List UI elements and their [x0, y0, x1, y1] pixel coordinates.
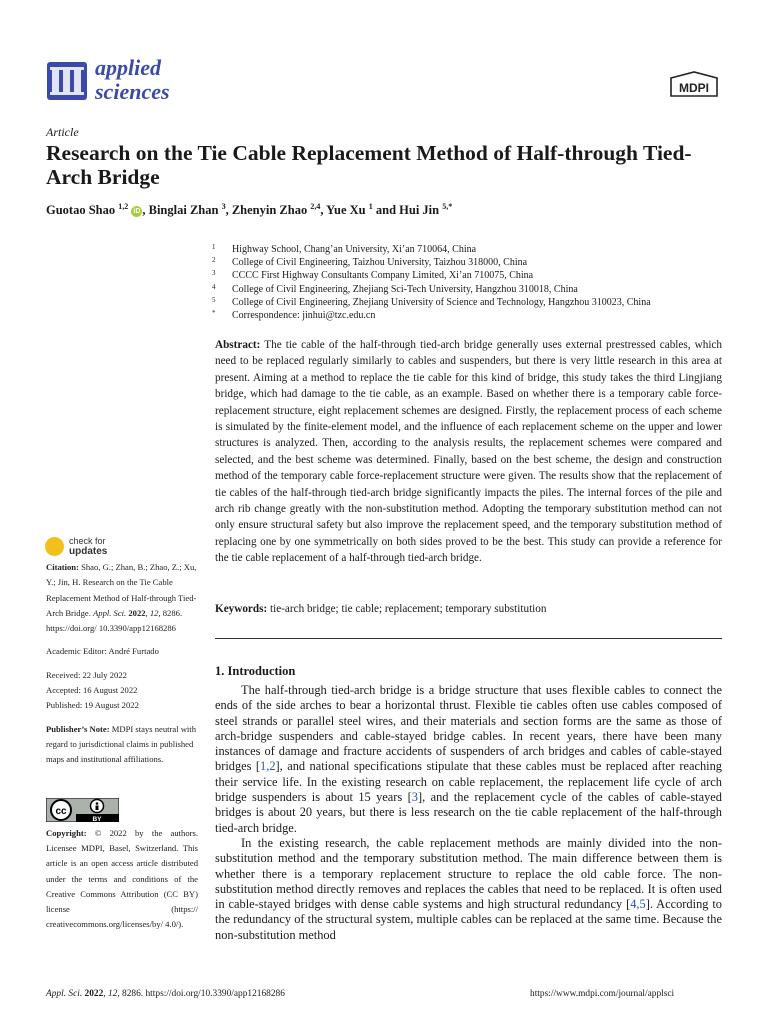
paragraph-text: ], and the replacement cycle of the cables of cable-stayed bridges is about 20 years, but there is less research on the tie cable replacement of the half-through tied-arch bridge.: [215, 790, 722, 835]
publisher-note-label: Publisher’s Note:: [46, 723, 110, 734]
publisher-note: [46, 722, 198, 768]
affiliation-text: College of Civil Engineering, Zhejiang University of Science and Technology, Hangzhou 310023, China: [232, 296, 651, 308]
footer-volume: 12: [107, 989, 118, 999]
published-date: Published: 19 August 2022: [46, 700, 139, 711]
paragraph-text: ]. According to the redundancy of the structural system, multiple cables can be replaced at the same time. Because the non-substitution method: [215, 897, 722, 942]
mdpi-logo-icon: [667, 70, 721, 100]
check-updates-icon: [45, 537, 64, 556]
affiliation-number: 5: [212, 295, 216, 304]
citation-text: Shao, G.; Zhan, B.; Zhao, Z.; Xu, Y.; Jin, H. Research on the Tie Cable Replacement Method of Half-through Tied-Arch Bridge.: [46, 562, 197, 618]
check-updates-label: [69, 536, 107, 557]
citation-volume: 12: [149, 607, 159, 618]
body-paragraph: [215, 836, 722, 943]
correspondence-text[interactable]: Correspondence: jinhui@tzc.edu.cn: [232, 310, 376, 322]
check-for-updates-button[interactable]: [45, 535, 165, 557]
academic-editor: Academic Editor: André Furtado: [46, 646, 159, 657]
received-date: Received: 22 July 2022: [46, 669, 127, 680]
abstract-text: The tie cable of the half-through tied-arch bridge generally uses external prestressed cables, which need to be replaced regularly similarly to cables and suspenders, but there is very little research in this area at present. Aiming at a method to replace the tie cable for this kind of bridge, this study takes the third Lingjiang bridge, which had damage to the tie cable, as an example. Based on whether there is a temporary cable force-replacement structure, eight replacement schemes are designed. Firstly, the replacement process of each scheme is simulated by the finite-element model, and the influence of each replacement scheme on the upper and lower structures is analyzed. Then, according to the analysis results, the replacement schemes were compared and selected, and the best scheme was determined. Finally, based on the best scheme, the design and construction method of the temporary cable force-replacement structure were given. The results show that the replacement of tie cables of the half-through tied-arch bridge significantly impacts the piles. The internal forces of the pile and arch rib change greatly with the non-substitution method. Adopting the temporary substitution method can not only ensure structural safety but also improve the replacement speed, and the temporary substitution method of replacing one by one symmetrically on both sides proved to be the best. This study can provide a reference for the tie cable replacement of a half-through tied-arch bridge.: [215, 339, 722, 565]
author-name[interactable]: Zhenyin Zhao: [231, 203, 308, 218]
cc-by-license-icon[interactable]: [46, 798, 119, 822]
section-heading: 1. Introduction: [215, 664, 296, 678]
abstract: [215, 337, 722, 567]
article-info-sidebar: [46, 560, 198, 776]
affiliation-text: Highway School, Chang’an University, Xi’an 710064, China: [232, 244, 477, 255]
journal-name-line1: applied: [95, 55, 161, 80]
author-affiliation-sup: 3: [221, 202, 226, 211]
affiliation-text: College of Civil Engineering, Taizhou University, Taizhou 318000, China: [232, 257, 528, 269]
copyright-label: Copyright:: [46, 828, 87, 838]
keywords: [215, 603, 722, 615]
citation-link[interactable]: 3: [411, 790, 418, 805]
affiliation-text: CCCC First Highway Consultants Company Limited, Xi’an 710075, China: [232, 270, 534, 282]
journal-logo-icon: [47, 62, 87, 100]
affiliation-number: 4: [212, 282, 216, 291]
keywords-text: tie-arch bridge; tie cable; replacement; temporary substitution: [270, 603, 547, 615]
article-type: Article: [46, 125, 79, 139]
cc-badge-right-text: BY: [92, 816, 102, 822]
check-updates-line2: updates: [69, 546, 108, 557]
affiliation-item: [210, 243, 651, 256]
copyright-text: © 2022 by the authors. Licensee MDPI, Basel, Switzerland. This article is an open access article distributed under the terms and conditions of the Creative Commons Attribution (CC BY) license (https:// creativecommons.org/licenses/by/ 4.0/).: [46, 828, 198, 930]
author-name[interactable]: Binglai Zhan: [148, 203, 219, 218]
footer-citation: Appl. Sci. 2022, 12, 8286. https://doi.org/10.3390/app12168286: [46, 989, 285, 999]
footer-journal-url[interactable]: https://www.mdpi.com/journal/applsci: [530, 989, 675, 999]
abstract-label: Abstract:: [215, 339, 261, 351]
section-divider: [215, 638, 722, 639]
cc-badge-left-text: cc: [55, 806, 67, 817]
paragraph-text: In the existing research, the cable replacement methods are mainly divided into the non-substitution method and the temporary substitution method. The main difference between them is whether there is a temporary replacement structure to replace the old cable force. The non-substitution method directly removes and replaces the cables that need to be replaced. It is often used in cable-stayed bridges with dense cable systems and high structural redundancy [: [215, 835, 722, 912]
citation: Citation: Shao, G.; Zhan, B.; Zhao, Z.; Xu, Y.; Jin, H. Research on the Tie Cable Replacement Method of Half-through Tied-Arch Bridge. Appl. Sci. 2022, 12, 8286. https://doi.org/ 10.3390/app12168286: [46, 562, 197, 634]
citation-year: 2022: [128, 607, 146, 618]
affiliation-number: 3: [212, 269, 216, 278]
orcid-icon[interactable]: iD: [133, 208, 141, 216]
author-name[interactable]: Yue Xu: [326, 203, 366, 218]
affiliation-number: 1: [212, 243, 216, 251]
publisher-note-text: MDPI stays neutral with regard to jurisdictional claims in published maps and institutional affiliations.: [46, 723, 196, 765]
publisher-name: MDPI: [679, 81, 709, 95]
copyright-notice: [46, 826, 198, 932]
affiliation-number: 2: [212, 256, 216, 265]
affiliation-item: [210, 296, 651, 309]
paragraph-text: The half-through tied-arch bridge is a bridge structure that uses flexible cables to connect the ends of the side arches to bear a horizontal thrust. Flexible tie cables often use cables composed of steel strands or parallel steel wires, and their materials and section forms are the same as those of arch-bridge suspenders and cable-stayed bridge cables. In recent years, there have been many instances of damage and fracture accidents of suspenders of arch bridges and cables of cable-stayed bridges [: [215, 683, 722, 774]
article-title: Research on the Tie Cable Replacement Method of Half-through Tied-Arch Bridge: [46, 141, 692, 189]
keywords-label: Keywords:: [215, 603, 268, 615]
paragraph-text: ], and national specifications stipulate that these cables must be replaced after reaching their service life. In the existing research on cable replacement, the replacement life cycle of arch bridge suspenders is about 15 years [: [215, 759, 722, 805]
affiliation-item: [210, 283, 651, 296]
journal-name-line2: sciences: [95, 79, 170, 104]
affiliation-text: College of Civil Engineering, Zhejiang Sci-Tech University, Hangzhou 310018, China: [232, 283, 578, 295]
footer-doi[interactable]: , 8286. https://doi.org/10.3390/app12168286: [117, 989, 285, 999]
author-affiliation-sup: 2,4: [310, 202, 321, 211]
citation-label: Citation:: [46, 562, 79, 572]
citation-journal: Appl. Sci.: [93, 607, 127, 618]
introduction-body: [215, 683, 722, 943]
correspondence-item: [210, 309, 651, 322]
journal-name: [95, 56, 170, 104]
author-name[interactable]: Hui Jin: [399, 203, 440, 218]
affiliation-item: [210, 256, 651, 269]
affiliation-item: [210, 269, 651, 282]
author-name[interactable]: Guotao Shao: [46, 203, 116, 218]
citation-link[interactable]: 4,5: [630, 897, 646, 912]
citation-doi[interactable]: , 8286. https://doi.org/ 10.3390/app12168286: [46, 607, 183, 634]
footer-journal: Appl. Sci.: [46, 989, 83, 999]
affiliation-number: *: [212, 309, 216, 318]
affiliation-list: [210, 243, 651, 322]
accepted-date: Accepted: 16 August 2022: [46, 685, 138, 696]
author-list: Guotao Shao $^{1,2}$ iD , Binglai Zhan $^3$, Zhenyin Zhao $^{2,4}$, Yue Xu $^1$ and Hui Jin $^{5,*}$: [46, 202, 453, 218]
check-updates-line1: check for: [69, 536, 106, 546]
author-affiliation-sup: 5,*: [442, 202, 453, 211]
body-paragraph: [215, 683, 722, 836]
footer-year: 2022: [84, 989, 104, 999]
author-affiliation-sup: 1: [368, 202, 373, 211]
citation-link[interactable]: 1,2: [260, 759, 276, 774]
author-affiliation-sup: 1,2: [118, 202, 129, 211]
